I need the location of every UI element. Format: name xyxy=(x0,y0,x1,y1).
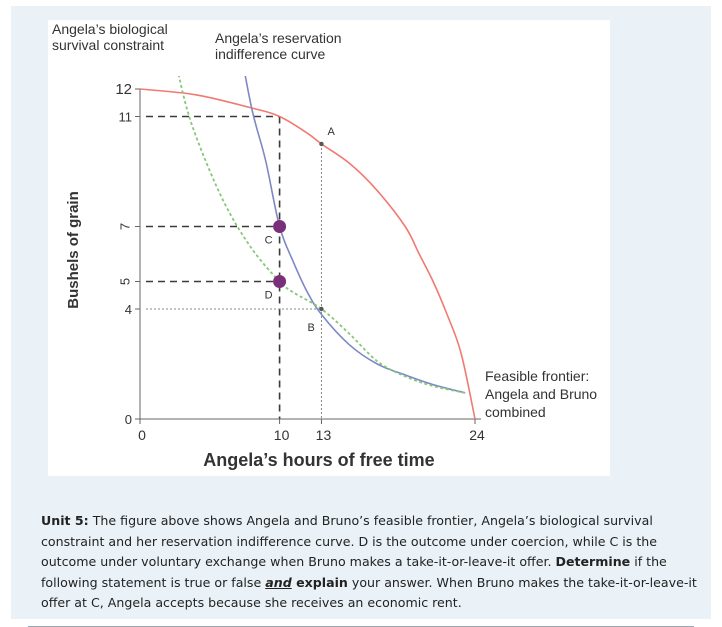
x-tick-label-10: 10 xyxy=(273,427,290,443)
frontier-label-line-2: Angela and Bruno xyxy=(485,386,598,402)
y-tick-label-12: 12 xyxy=(115,81,132,98)
x-tick-label-0: 0 xyxy=(138,427,146,443)
y-axis-title: Bushels of grain xyxy=(65,191,82,309)
feasible-frontier-curve xyxy=(140,89,475,419)
caption-and: and xyxy=(265,574,292,590)
frontier-label-line-3: combined xyxy=(485,404,546,420)
x-tick-label-13: 13 xyxy=(315,427,332,443)
point-label-a: A xyxy=(327,126,335,138)
survival-constraint-curve xyxy=(168,20,465,393)
caption-text-2: if the following statement is true or false xyxy=(41,554,667,590)
x-tick-label-24: 24 xyxy=(469,427,485,443)
caption-explain: explain xyxy=(291,574,348,590)
x-axis-title: Angela’s hours of free time xyxy=(203,450,435,470)
point-d-marker xyxy=(273,275,286,288)
point-c-marker xyxy=(273,220,286,233)
reservation-label-line-2: indifference curve xyxy=(215,46,326,62)
survival-label-line-1: Angela’s biological xyxy=(52,21,168,37)
chart xyxy=(48,20,610,476)
y-tick-label-0: 0 xyxy=(124,412,132,427)
point-label-c: C xyxy=(264,234,273,247)
survival-label-line-2: survival constraint xyxy=(52,37,165,53)
y-tick-label-5: 5 xyxy=(117,277,133,286)
y-tick-label-7: 7 xyxy=(117,222,133,231)
caption-unit: Unit 5: xyxy=(41,513,89,528)
caption-text-1: The figure above shows Angela and Bruno’s feasible frontier, Angela’s biological survival constraint and her reservation indifference curve. D is the outcome under coercion, while C is the outcome under voluntary exchange when Bruno makes a take-it-or-leave-it offer. xyxy=(41,513,658,569)
frontier-label-line-1: Feasible frontier: xyxy=(485,368,590,384)
caption-text-3: your answer. When Bruno makes the take-it-or-leave-it offer at C, Angela accepts because she receives an economic rent. xyxy=(41,574,697,610)
y-tick-label-4: 4 xyxy=(124,302,132,317)
point-b-dot xyxy=(319,307,323,311)
reservation-indifference-curve xyxy=(238,34,466,393)
y-tick-label-11: 11 xyxy=(118,109,132,125)
reservation-label-line-1: Angela’s reservation xyxy=(215,30,342,46)
point-label-b: B xyxy=(307,322,315,334)
question-caption xyxy=(41,511,703,614)
question-panel xyxy=(11,6,711,619)
point-a-dot xyxy=(319,142,323,146)
point-label-d: D xyxy=(264,289,273,302)
chart-figure xyxy=(48,20,610,476)
caption-determine: Determine xyxy=(555,554,631,569)
